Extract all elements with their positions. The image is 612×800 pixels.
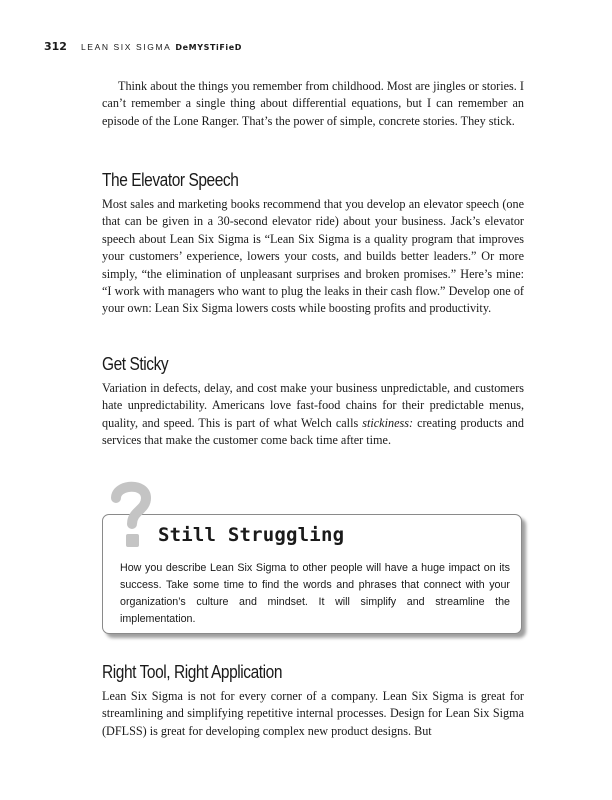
get-sticky-paragraph — [102, 380, 524, 450]
get-sticky-text-before: Variation in defects, delay, and cost make your business unpredictable, and customers hate unpredictability. Americans love fast-food chains for their predictable menus, quality, and speed. This is part of what Welch calls — [102, 381, 524, 430]
callout-text: How you describe Lean Six Sigma to other people will have a huge impact on its success. Take some time to find the words and phrases that connect with your organization’s culture and mindset. It will simplify and streamline the implementation. — [120, 562, 510, 625]
elevator-speech-paragraph: Most sales and marketing books recommend that you develop an elevator speech (one that can be given in a 30-second elevator ride) about your business. Jack’s elevator speech about Lean Six Sigma is “Lean Six Sigma is a quality program that improves your customers’ experience, lowers your costs, and builds better leaders.” Or more simply, “the elimination of unpleasant surprises and broken promises.” Here’s mine: “I work with managers who want to plug the leaks in their cash flow.” Develop one of your own: Lean Six Sigma lowers costs while boosting profits and productivity. — [102, 197, 524, 316]
book-title: LEAN SIX SIGMA — [80, 42, 172, 52]
get-sticky-text-after: creating products and services that make the customer come back time after time. — [102, 415, 524, 448]
page-number: 312 — [44, 40, 67, 53]
elevator-speech-heading: The Elevator Speech — [102, 170, 239, 190]
question-mark-icon — [108, 480, 156, 552]
callout-title: Still Struggling — [158, 524, 345, 546]
intro-paragraph: Think about the things you remember from childhood. Most are jingles or stories. I can’t remember a single thing about differential equations, but I can remember an episode of the Lone Ranger. That’s the power of simple, concrete stories. They stick. — [102, 79, 524, 128]
right-tool-heading: Right Tool, Right Application — [102, 662, 283, 682]
stickiness-term: stickiness: — [362, 415, 414, 430]
get-sticky-heading: Get Sticky — [102, 354, 169, 374]
running-head — [44, 40, 242, 54]
book-title-demystified: DeMYSTiFieD — [175, 43, 243, 52]
right-tool-paragraph: Lean Six Sigma is not for every corner of a company. Lean Six Sigma is great for streamlining and simplifying repetitive internal processes. Design for Lean Six Sigma (DFLSS) is great for developing complex new product designs. But — [102, 689, 524, 738]
